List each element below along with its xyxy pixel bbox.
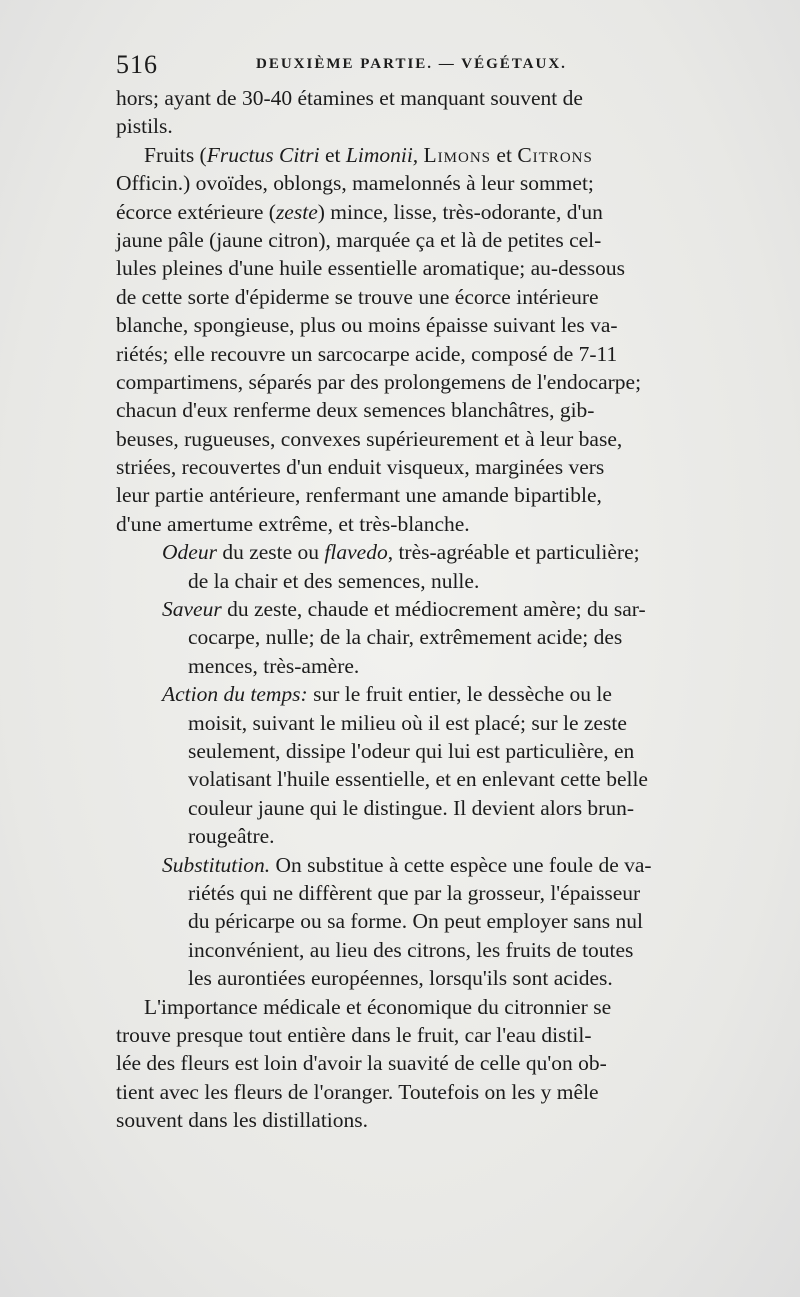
text-line — [116, 368, 766, 396]
body-text — [116, 84, 766, 1134]
text-line — [116, 453, 766, 481]
text-segment: du zeste ou — [216, 540, 325, 565]
text-segment: du zeste, chaude et médiocrement amère; du sar- — [221, 597, 646, 622]
text-line — [116, 169, 766, 197]
text-line — [116, 595, 766, 623]
text-line — [116, 396, 766, 424]
italic-text: Substitution. — [162, 852, 271, 877]
text-segment: lée des fleurs est loin d'avoir la suavité de celle qu'on ob- — [116, 1051, 607, 1076]
text-line — [116, 141, 766, 169]
text-line — [116, 737, 766, 765]
italic-text: Saveur — [162, 597, 222, 622]
page-header — [116, 50, 746, 86]
text-segment: souvent dans les distillations. — [116, 1108, 369, 1133]
text-segment: inconvénient, au lieu des citrons, les fruits de toutes — [188, 937, 634, 962]
text-line — [116, 936, 766, 964]
text-segment: pistils. — [116, 114, 173, 139]
text-line — [116, 623, 766, 651]
text-line — [116, 283, 766, 311]
text-line — [116, 1106, 766, 1134]
text-segment: mences, très-amère. — [188, 653, 360, 678]
running-head: DEUXIÈME PARTIE. — VÉGÉTAUX. — [256, 56, 567, 72]
text-segment: beuses, rugueuses, convexes supérieurement et à leur base, — [116, 426, 623, 451]
text-segment: leur partie antérieure, renfermant une amande bipartible, — [116, 483, 602, 508]
text-segment: rougeâtre. — [188, 824, 275, 849]
text-line — [116, 425, 766, 453]
page-number: 516 — [116, 50, 158, 79]
text-segment: Officin.) ovoïdes, oblongs, mamelonnés à leur sommet; — [116, 171, 594, 196]
text-line — [116, 510, 766, 538]
text-line — [116, 993, 766, 1021]
small-caps-text: Limons — [423, 142, 492, 167]
text-segment: , très-agréable et particulière; — [387, 540, 640, 565]
text-segment: Fruits ( — [144, 142, 207, 167]
text-segment: striées, recouvertes d'un enduit visqueux, marginées vers — [116, 455, 605, 480]
text-segment: riétés qui ne diffèrent que par la grosseur, l'épaisseur — [188, 880, 641, 905]
text-line — [116, 84, 766, 112]
text-segment: ) mince, lisse, très-odorante, d'un — [317, 199, 603, 224]
text-line — [116, 652, 766, 680]
text-segment: d'une amertume extrême, et très-blanche. — [116, 511, 470, 536]
text-line — [116, 964, 766, 992]
text-segment: sur le fruit entier, le dessèche ou le — [307, 682, 612, 707]
text-segment: de la chair et des semences, nulle. — [188, 568, 480, 593]
text-segment: jaune pâle (jaune citron), marquée ça et là de petites cel- — [116, 227, 602, 252]
text-segment: moisit, suivant le milieu où il est placé; sur le zeste — [188, 710, 627, 735]
text-line — [116, 680, 766, 708]
text-segment: blanche, spongieuse, plus ou moins épaisse suivant les va- — [116, 313, 618, 338]
text-line — [116, 254, 766, 282]
italic-text: zeste — [275, 199, 318, 224]
text-line — [116, 1021, 766, 1049]
text-line — [116, 765, 766, 793]
text-line — [116, 538, 766, 566]
italic-text: Fructus Citri — [206, 142, 320, 167]
text-line — [116, 907, 766, 935]
text-segment: hors; ayant de 30-40 étamines et manquant souvent de — [116, 86, 583, 110]
text-segment: seulement, dissipe l'odeur qui lui est particulière, en — [188, 738, 635, 763]
text-segment: lules pleines d'une huile essentielle aromatique; au-dessous — [116, 256, 625, 281]
text-line — [116, 340, 766, 368]
text-segment: cocarpe, nulle; de la chair, extrêmement acide; des — [188, 625, 623, 650]
italic-text: flavedo — [324, 540, 388, 565]
text-line — [116, 567, 766, 595]
text-line — [116, 1049, 766, 1077]
text-line — [116, 851, 766, 879]
text-segment: écorce extérieure ( — [116, 199, 276, 224]
text-segment: tient avec les fleurs de l'oranger. Toutefois on les y mêle — [116, 1079, 599, 1104]
italic-text: Action du temps: — [162, 682, 308, 707]
text-segment: de cette sorte d'épiderme se trouve une écorce intérieure — [116, 284, 599, 309]
text-line — [116, 226, 766, 254]
text-line — [116, 879, 766, 907]
text-segment: riétés; elle recouvre un sarcocarpe acide, composé de 7-11 — [116, 341, 618, 366]
text-line — [116, 822, 766, 850]
italic-text: Odeur — [162, 540, 217, 565]
text-line — [116, 481, 766, 509]
text-segment: trouve presque tout entière dans le fruit, car l'eau distil- — [116, 1022, 592, 1047]
text-segment: et — [491, 142, 518, 167]
text-line — [116, 311, 766, 339]
text-segment: et — [319, 142, 346, 167]
text-line — [116, 709, 766, 737]
text-line — [116, 198, 766, 226]
text-line — [116, 1078, 766, 1106]
text-segment: du péricarpe ou sa forme. On peut employer sans nul — [188, 909, 643, 934]
text-segment: couleur jaune qui le distingue. Il devient alors brun- — [188, 795, 634, 820]
text-line — [116, 112, 766, 140]
italic-text: Limonii, — [345, 142, 419, 167]
text-segment: On substitue à cette espèce une foule de va- — [270, 852, 652, 877]
text-segment: L'importance médicale et économique du citronnier se — [144, 994, 612, 1019]
text-line — [116, 794, 766, 822]
text-segment: les aurontiées européennes, lorsqu'ils sont acides. — [188, 966, 613, 991]
small-caps-text: Citrons — [517, 142, 593, 167]
text-segment: compartimens, séparés par des prolongemens de l'endocarpe; — [116, 369, 642, 394]
text-segment: chacun d'eux renferme deux semences blanchâtres, gib- — [116, 398, 595, 423]
text-segment: volatisant l'huile essentielle, et en enlevant cette belle — [188, 767, 648, 792]
